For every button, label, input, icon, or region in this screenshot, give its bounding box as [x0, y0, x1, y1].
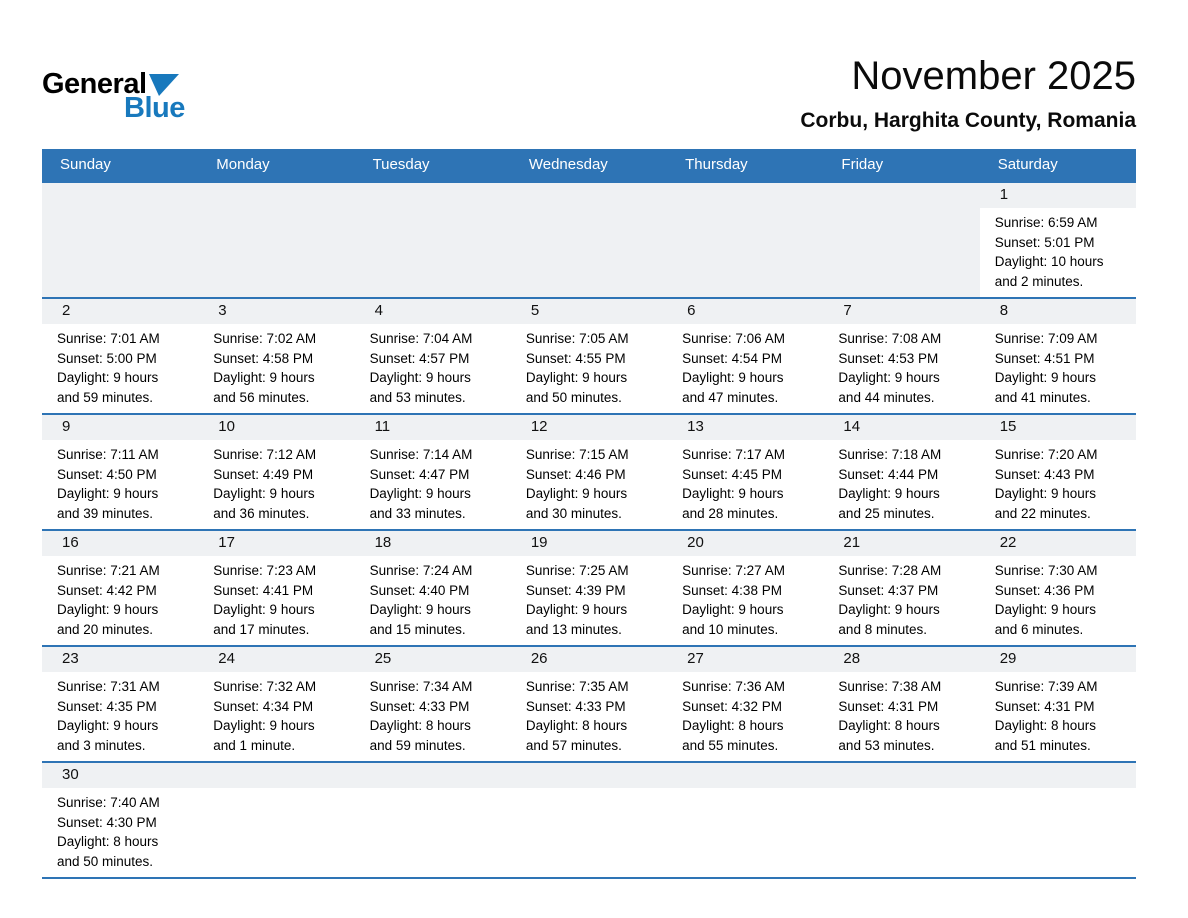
- daylight-hours-text: Daylight: 9 hours: [369, 602, 471, 617]
- page-subtitle: Corbu, Harghita County, Romania: [800, 109, 1136, 132]
- day-number: 13: [667, 415, 823, 440]
- daylight-minutes-text: and 59 minutes.: [57, 389, 154, 405]
- day-cell-5: [511, 299, 667, 413]
- daylight-hours-text: Daylight: 9 hours: [682, 370, 784, 385]
- empty-number-strip: [667, 763, 823, 788]
- empty-cell: [667, 183, 823, 297]
- sunrise-text: Sunrise: 7:15 AM: [525, 447, 629, 462]
- week-row-2: [42, 297, 1136, 413]
- logo-text-general: General: [42, 68, 147, 100]
- day-number: 6: [667, 299, 823, 324]
- empty-cell: [198, 763, 354, 877]
- day-number: 12: [511, 415, 667, 440]
- daylight-hours-text: Daylight: 9 hours: [682, 486, 784, 501]
- daylight-hours-text: Daylight: 9 hours: [57, 486, 159, 501]
- empty-number-strip: [355, 763, 511, 788]
- daylight-hours-text: Daylight: 8 hours: [838, 718, 940, 733]
- sunrise-text: Sunrise: 7:31 AM: [57, 679, 160, 694]
- sunset-text: Sunset: 4:46 PM: [525, 466, 626, 482]
- sunset-text: Sunset: 4:53 PM: [838, 350, 939, 366]
- daylight-hours-text: Daylight: 9 hours: [838, 602, 940, 617]
- day-cell-body: [355, 672, 511, 761]
- sunrise-text: Sunrise: 7:20 AM: [994, 447, 1098, 462]
- day-cell-body: [198, 556, 354, 645]
- sunrise-text: Sunrise: 7:05 AM: [525, 331, 629, 346]
- day-number: 19: [511, 531, 667, 556]
- day-cell-27: [667, 647, 823, 761]
- daylight-minutes-text: and 17 minutes.: [213, 621, 310, 637]
- daylight-minutes-text: and 36 minutes.: [213, 505, 310, 521]
- sunset-text: Sunset: 4:33 PM: [525, 698, 626, 714]
- day-cell-9: [42, 415, 198, 529]
- daylight-hours-text: Daylight: 9 hours: [525, 486, 628, 501]
- sunset-text: Sunset: 5:00 PM: [57, 350, 157, 366]
- day-number: 25: [355, 647, 511, 672]
- empty-number-strip: [198, 183, 354, 208]
- daylight-minutes-text: and 25 minutes.: [838, 505, 935, 521]
- day-cell-body: [42, 440, 198, 529]
- day-cell-body: [511, 440, 667, 529]
- day-cell-26: [511, 647, 667, 761]
- day-cell-body: [667, 556, 823, 645]
- day-cell-16: [42, 531, 198, 645]
- daylight-minutes-text: and 47 minutes.: [682, 389, 779, 405]
- day-number: 2: [42, 299, 198, 324]
- sunrise-text: Sunrise: 7:14 AM: [369, 447, 473, 462]
- sunset-text: Sunset: 4:58 PM: [213, 350, 314, 366]
- day-cell-11: [355, 415, 511, 529]
- daylight-hours-text: Daylight: 9 hours: [213, 602, 315, 617]
- sunset-text: Sunset: 4:36 PM: [994, 582, 1095, 598]
- day-cell-body: [42, 324, 198, 413]
- sunrise-text: Sunrise: 7:08 AM: [838, 331, 942, 346]
- day-cell-body: [511, 556, 667, 645]
- daylight-minutes-text: and 3 minutes.: [57, 737, 146, 753]
- daylight-hours-text: Daylight: 9 hours: [525, 370, 628, 385]
- daylight-minutes-text: and 39 minutes.: [57, 505, 154, 521]
- sunrise-text: Sunrise: 7:02 AM: [213, 331, 317, 346]
- daylight-minutes-text: and 22 minutes.: [994, 505, 1091, 521]
- daylight-minutes-text: and 53 minutes.: [838, 737, 935, 753]
- daylight-hours-text: Daylight: 8 hours: [994, 718, 1097, 733]
- day-number: 4: [355, 299, 511, 324]
- day-cell-body: [980, 208, 1136, 297]
- sunset-text: Sunset: 4:34 PM: [213, 698, 314, 714]
- sunrise-text: Sunrise: 7:17 AM: [682, 447, 785, 462]
- sunrise-text: Sunrise: 7:27 AM: [682, 563, 785, 578]
- daylight-hours-text: Daylight: 9 hours: [57, 602, 159, 617]
- empty-number-strip: [667, 183, 823, 208]
- sunset-text: Sunset: 4:55 PM: [525, 350, 626, 366]
- day-number: 26: [511, 647, 667, 672]
- day-cell-20: [667, 531, 823, 645]
- day-number: 9: [42, 415, 198, 440]
- day-cell-body: [198, 672, 354, 761]
- day-cell-body: [980, 672, 1136, 761]
- general-blue-logo: [42, 70, 185, 123]
- daylight-hours-text: Daylight: 9 hours: [213, 718, 315, 733]
- daylight-minutes-text: and 51 minutes.: [994, 737, 1091, 753]
- day-cell-10: [198, 415, 354, 529]
- daylight-hours-text: Daylight: 9 hours: [57, 370, 159, 385]
- daylight-hours-text: Daylight: 8 hours: [369, 718, 471, 733]
- sunset-text: Sunset: 4:40 PM: [369, 582, 470, 598]
- sunset-text: Sunset: 5:01 PM: [994, 234, 1095, 250]
- sunset-text: Sunset: 4:32 PM: [682, 698, 782, 714]
- daylight-minutes-text: and 13 minutes.: [525, 621, 622, 637]
- sunrise-text: Sunrise: 7:23 AM: [213, 563, 317, 578]
- day-cell-body: [42, 788, 198, 877]
- calendar: [42, 149, 1136, 879]
- empty-cell: [980, 763, 1136, 877]
- day-number: 20: [667, 531, 823, 556]
- sunrise-text: Sunrise: 7:36 AM: [682, 679, 785, 694]
- sunrise-text: Sunrise: 7:06 AM: [682, 331, 785, 346]
- sunset-text: Sunset: 4:45 PM: [682, 466, 782, 482]
- day-number: 24: [198, 647, 354, 672]
- page-title: November 2025: [851, 54, 1136, 98]
- empty-number-strip: [823, 183, 979, 208]
- daylight-minutes-text: and 8 minutes.: [838, 621, 927, 637]
- empty-cell: [511, 763, 667, 877]
- day-number: 7: [823, 299, 979, 324]
- sunset-text: Sunset: 4:38 PM: [682, 582, 782, 598]
- day-cell-17: [198, 531, 354, 645]
- day-number: 17: [198, 531, 354, 556]
- sunrise-text: Sunrise: 7:04 AM: [369, 331, 473, 346]
- day-number: 5: [511, 299, 667, 324]
- day-cell-body: [980, 440, 1136, 529]
- daylight-hours-text: Daylight: 8 hours: [682, 718, 784, 733]
- daylight-minutes-text: and 50 minutes.: [525, 389, 622, 405]
- day-cell-body: [355, 324, 511, 413]
- daylight-minutes-text: and 15 minutes.: [369, 621, 466, 637]
- sunrise-text: Sunrise: 7:40 AM: [57, 795, 160, 810]
- daylight-minutes-text: and 10 minutes.: [682, 621, 779, 637]
- day-cell-14: [823, 415, 979, 529]
- daylight-minutes-text: and 20 minutes.: [57, 621, 154, 637]
- daylight-hours-text: Daylight: 9 hours: [838, 370, 940, 385]
- sunset-text: Sunset: 4:57 PM: [369, 350, 470, 366]
- sunrise-text: Sunrise: 7:11 AM: [57, 447, 159, 462]
- daylight-hours-text: Daylight: 9 hours: [994, 486, 1097, 501]
- empty-number-strip: [355, 183, 511, 208]
- day-header-tuesday: Tuesday: [372, 156, 430, 173]
- day-cell-body: [42, 556, 198, 645]
- sunset-text: Sunset: 4:47 PM: [369, 466, 470, 482]
- day-cell-19: [511, 531, 667, 645]
- day-cell-body: [980, 556, 1136, 645]
- empty-cell: [823, 183, 979, 297]
- day-cell-body: [667, 440, 823, 529]
- day-cell-body: [823, 440, 979, 529]
- week-row-6: [42, 761, 1136, 877]
- empty-cell: [823, 763, 979, 877]
- day-cell-8: [980, 299, 1136, 413]
- day-cell-body: [198, 324, 354, 413]
- empty-number-strip: [980, 763, 1136, 788]
- calendar-body: [42, 181, 1136, 877]
- sunset-text: Sunset: 4:39 PM: [525, 582, 626, 598]
- sunrise-text: Sunrise: 7:30 AM: [994, 563, 1098, 578]
- daylight-minutes-text: and 30 minutes.: [525, 505, 622, 521]
- week-row-3: [42, 413, 1136, 529]
- daylight-minutes-text: and 55 minutes.: [682, 737, 779, 753]
- day-header-sunday: Sunday: [60, 156, 111, 173]
- sunrise-text: Sunrise: 7:25 AM: [525, 563, 629, 578]
- day-cell-1: [980, 183, 1136, 297]
- empty-number-strip: [42, 183, 198, 208]
- daylight-hours-text: Daylight: 9 hours: [369, 370, 471, 385]
- daylight-minutes-text: and 6 minutes.: [994, 621, 1084, 637]
- day-number: 29: [980, 647, 1136, 672]
- daylight-minutes-text: and 41 minutes.: [994, 389, 1091, 405]
- daylight-minutes-text: and 1 minute.: [213, 737, 296, 753]
- day-number: 10: [198, 415, 354, 440]
- day-cell-4: [355, 299, 511, 413]
- daylight-minutes-text: and 33 minutes.: [369, 505, 466, 521]
- day-cell-30: [42, 763, 198, 877]
- daylight-hours-text: Daylight: 9 hours: [213, 370, 315, 385]
- empty-cell: [198, 183, 354, 297]
- daylight-hours-text: Daylight: 8 hours: [525, 718, 628, 733]
- sunset-text: Sunset: 4:42 PM: [57, 582, 157, 598]
- day-cell-body: [980, 324, 1136, 413]
- day-header-friday: Friday: [841, 156, 884, 173]
- daylight-hours-text: Daylight: 9 hours: [994, 370, 1097, 385]
- day-cell-18: [355, 531, 511, 645]
- daylight-hours-text: Daylight: 9 hours: [525, 602, 628, 617]
- day-header-monday: Monday: [216, 156, 270, 173]
- sunrise-text: Sunrise: 7:35 AM: [525, 679, 629, 694]
- empty-number-strip: [511, 763, 667, 788]
- day-cell-12: [511, 415, 667, 529]
- day-cell-body: [355, 556, 511, 645]
- day-number: 14: [823, 415, 979, 440]
- day-cell-28: [823, 647, 979, 761]
- day-cell-21: [823, 531, 979, 645]
- sunset-text: Sunset: 4:30 PM: [57, 814, 157, 830]
- day-cell-body: [823, 556, 979, 645]
- day-cell-body: [823, 672, 979, 761]
- day-cell-body: [355, 440, 511, 529]
- week-row-5: [42, 645, 1136, 761]
- day-number: 8: [980, 299, 1136, 324]
- daylight-minutes-text: and 56 minutes.: [213, 389, 310, 405]
- daylight-hours-text: Daylight: 9 hours: [682, 602, 784, 617]
- day-number: 11: [355, 415, 511, 440]
- day-number: 22: [980, 531, 1136, 556]
- sunrise-text: Sunrise: 7:18 AM: [838, 447, 942, 462]
- sunrise-text: Sunrise: 7:01 AM: [57, 331, 160, 346]
- sunrise-text: Sunrise: 7:12 AM: [213, 447, 317, 462]
- daylight-hours-text: Daylight: 9 hours: [213, 486, 315, 501]
- day-cell-body: [42, 672, 198, 761]
- sunrise-text: Sunrise: 7:09 AM: [994, 331, 1098, 346]
- day-cell-23: [42, 647, 198, 761]
- day-number: 3: [198, 299, 354, 324]
- day-cell-2: [42, 299, 198, 413]
- day-cell-body: [511, 324, 667, 413]
- sunrise-text: Sunrise: 7:39 AM: [994, 679, 1098, 694]
- day-number: 1: [980, 183, 1136, 208]
- day-number: 30: [42, 763, 198, 788]
- day-cell-13: [667, 415, 823, 529]
- day-cell-6: [667, 299, 823, 413]
- daylight-hours-text: Daylight: 9 hours: [369, 486, 471, 501]
- day-cell-29: [980, 647, 1136, 761]
- day-header-saturday: Saturday: [997, 156, 1058, 173]
- day-number: 27: [667, 647, 823, 672]
- day-header-wednesday: Wednesday: [528, 156, 608, 173]
- day-cell-22: [980, 531, 1136, 645]
- day-number: 21: [823, 531, 979, 556]
- sunset-text: Sunset: 4:37 PM: [838, 582, 939, 598]
- daylight-minutes-text: and 53 minutes.: [369, 389, 466, 405]
- sunrise-text: Sunrise: 7:21 AM: [57, 563, 160, 578]
- sunset-text: Sunset: 4:51 PM: [994, 350, 1095, 366]
- empty-cell: [355, 183, 511, 297]
- title-block: [800, 36, 1136, 133]
- daylight-hours-text: Daylight: 10 hours: [994, 254, 1104, 269]
- empty-cell: [42, 183, 198, 297]
- day-number: 28: [823, 647, 979, 672]
- empty-number-strip: [198, 763, 354, 788]
- sunrise-text: Sunrise: 7:28 AM: [838, 563, 942, 578]
- daylight-minutes-text: and 44 minutes.: [838, 389, 935, 405]
- daylight-hours-text: Daylight: 9 hours: [838, 486, 940, 501]
- day-cell-15: [980, 415, 1136, 529]
- day-cell-body: [823, 324, 979, 413]
- sunrise-text: Sunrise: 7:38 AM: [838, 679, 942, 694]
- day-cell-3: [198, 299, 354, 413]
- calendar-header-row: [42, 149, 1136, 181]
- day-cell-25: [355, 647, 511, 761]
- page-header: [42, 36, 1136, 133]
- day-number: 23: [42, 647, 198, 672]
- daylight-hours-text: Daylight: 8 hours: [57, 834, 159, 849]
- empty-number-strip: [823, 763, 979, 788]
- sunset-text: Sunset: 4:33 PM: [369, 698, 470, 714]
- daylight-hours-text: Daylight: 9 hours: [994, 602, 1097, 617]
- daylight-minutes-text: and 2 minutes.: [994, 273, 1084, 289]
- sunset-text: Sunset: 4:43 PM: [994, 466, 1095, 482]
- sunrise-text: Sunrise: 7:32 AM: [213, 679, 317, 694]
- day-cell-body: [667, 324, 823, 413]
- day-cell-body: [511, 672, 667, 761]
- day-number: 15: [980, 415, 1136, 440]
- sunset-text: Sunset: 4:50 PM: [57, 466, 157, 482]
- sunrise-text: Sunrise: 7:24 AM: [369, 563, 473, 578]
- sunset-text: Sunset: 4:31 PM: [838, 698, 939, 714]
- day-cell-7: [823, 299, 979, 413]
- day-cell-body: [667, 672, 823, 761]
- empty-number-strip: [511, 183, 667, 208]
- empty-cell: [667, 763, 823, 877]
- daylight-minutes-text: and 28 minutes.: [682, 505, 779, 521]
- sunset-text: Sunset: 4:41 PM: [213, 582, 314, 598]
- sunset-text: Sunset: 4:35 PM: [57, 698, 157, 714]
- empty-cell: [355, 763, 511, 877]
- day-cell-body: [198, 440, 354, 529]
- logo-text-blue: Blue: [124, 92, 185, 124]
- day-cell-24: [198, 647, 354, 761]
- sunset-text: Sunset: 4:49 PM: [213, 466, 314, 482]
- sunrise-text: Sunrise: 7:34 AM: [369, 679, 473, 694]
- daylight-minutes-text: and 59 minutes.: [369, 737, 466, 753]
- week-row-1: [42, 181, 1136, 297]
- day-number: 16: [42, 531, 198, 556]
- sunset-text: Sunset: 4:31 PM: [994, 698, 1095, 714]
- empty-cell: [511, 183, 667, 297]
- sunset-text: Sunset: 4:44 PM: [838, 466, 939, 482]
- daylight-hours-text: Daylight: 9 hours: [57, 718, 159, 733]
- week-row-4: [42, 529, 1136, 645]
- day-header-thursday: Thursday: [685, 156, 748, 173]
- sunset-text: Sunset: 4:54 PM: [682, 350, 782, 366]
- sunrise-text: Sunrise: 6:59 AM: [994, 215, 1098, 230]
- day-number: 18: [355, 531, 511, 556]
- daylight-minutes-text: and 50 minutes.: [57, 853, 154, 869]
- daylight-minutes-text: and 57 minutes.: [525, 737, 622, 753]
